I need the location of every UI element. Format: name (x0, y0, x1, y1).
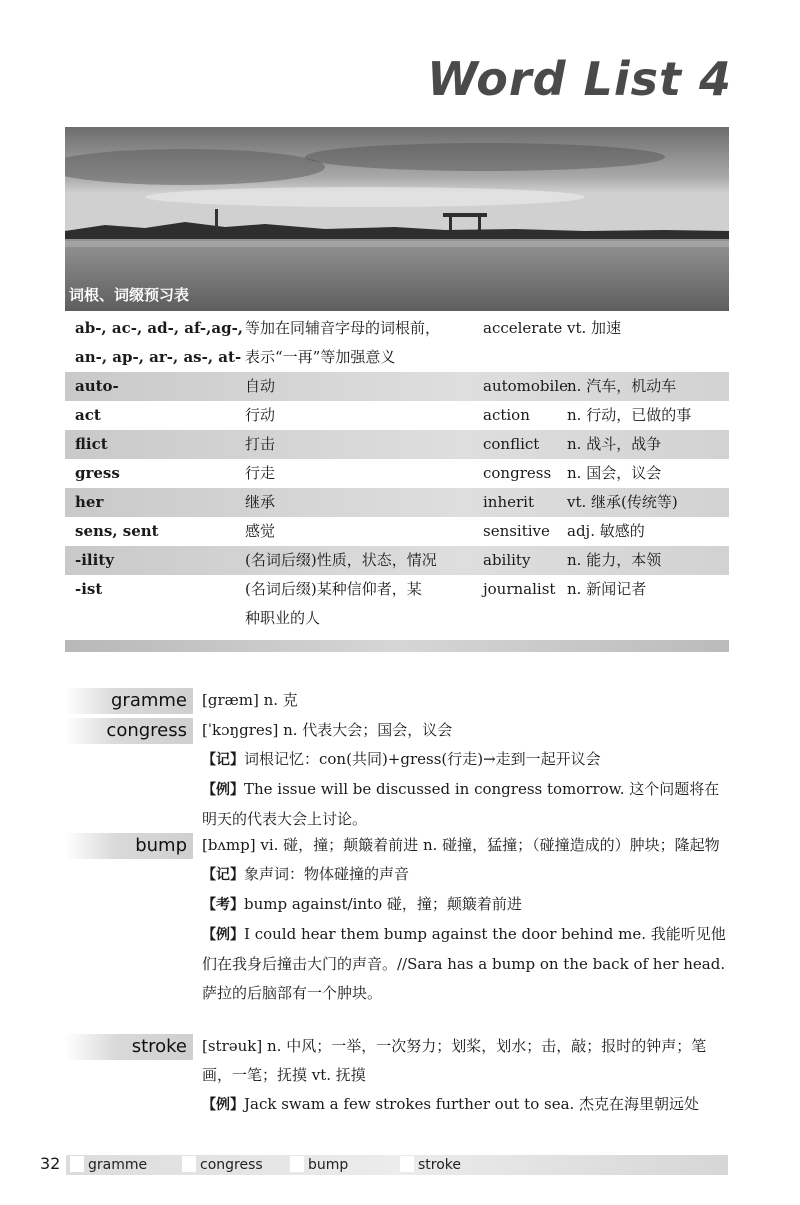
footer-word (182, 1156, 263, 1173)
memo-line (202, 745, 730, 775)
affix-meaning: 自动 (245, 377, 276, 395)
affix-translation: n. 战斗，战争 (567, 435, 662, 453)
affix-meaning: 打击 (245, 435, 276, 453)
affix-root: act (75, 406, 101, 424)
headword-gramme: gramme (65, 688, 193, 714)
affix-meaning: 行动 (245, 406, 276, 424)
affix-meaning: (名词后缀)性质，状态，情况 (245, 551, 437, 569)
memo-tag: 【记】 (202, 752, 244, 768)
affix-root: gress (75, 464, 120, 482)
affix-meaning: 表示“一再”等加强意义 (245, 348, 396, 366)
table-row (65, 604, 729, 633)
affix-translation: adj. 敏感的 (567, 522, 645, 540)
table-row (65, 401, 729, 430)
affix-meaning: 种职业的人 (245, 609, 321, 627)
affix-root: sens, sent (75, 522, 159, 540)
entry-stroke (202, 1032, 730, 1120)
table-row (65, 488, 729, 517)
memo-line (202, 860, 730, 890)
footer-bar (66, 1155, 728, 1175)
headword-congress: congress (65, 718, 193, 744)
example-line (202, 1090, 730, 1120)
exam-text: bump against/into 碰，撞；颠簸着前进 (244, 895, 522, 913)
affix-meaning: 等加在同辅音字母的词根前， (245, 319, 441, 337)
footer-word-label: stroke (418, 1157, 462, 1173)
checkbox-icon (290, 1156, 304, 1172)
example-text: I could hear them bump against the door behind me. 我能听见他们在我身后撞击大门的声音。//Sara has a bump on the back of her head. 萨拉的后脑部有一个肿块。 (202, 925, 726, 1002)
affix-example-word: sensitive (483, 522, 550, 540)
table-row (65, 430, 729, 459)
table-row (65, 459, 729, 488)
affix-root: flict (75, 435, 108, 453)
affix-example-word: ability (483, 551, 531, 569)
footer-word (70, 1156, 147, 1173)
entry-gramme (202, 686, 730, 715)
footer-word (290, 1156, 348, 1173)
table-bottom-bar (65, 640, 729, 652)
affix-translation: vt. 继承(传统等) (567, 493, 678, 511)
entry-congress (202, 716, 730, 834)
affix-root: ab-, ac-, ad-, af-,ag-, (75, 319, 244, 337)
headword-stroke: stroke (65, 1034, 193, 1060)
footer-word (400, 1156, 461, 1173)
affix-translation: vt. 加速 (567, 319, 622, 337)
table-row (65, 517, 729, 546)
example-text: Jack swam a few strokes further out to sea. 杰克在海里朝远处 (244, 1095, 700, 1113)
exam-tag: 【考】 (202, 897, 244, 913)
affix-example-word: inherit (483, 493, 534, 511)
headword-bump: bump (65, 833, 193, 859)
page-title: Word List 4 (427, 52, 732, 106)
affix-example-word: accelerate (483, 319, 563, 337)
footer-word-label: congress (200, 1157, 263, 1173)
affix-root: -ist (75, 580, 103, 598)
example-line (202, 775, 730, 834)
affix-translation: n. 汽车，机动车 (567, 377, 677, 395)
affix-meaning: 行走 (245, 464, 276, 482)
affix-example-word: action (483, 406, 530, 424)
affix-root: auto- (75, 377, 119, 395)
checkbox-icon (400, 1156, 414, 1172)
example-text: The issue will be discussed in congress tomorrow. 这个问题将在明天的代表大会上讨论。 (202, 780, 720, 828)
affix-translation: n. 新闻记者 (567, 580, 647, 598)
affix-meaning: (名词后缀)某种信仰者，某 (245, 580, 422, 598)
affix-root: -ility (75, 551, 114, 569)
definition: [bʌmp] vi. 碰，撞；颠簸着前进 n. 碰撞，猛撞；（碰撞造成的）肿块；隆起物 (202, 836, 720, 854)
footer-word-label: bump (308, 1157, 349, 1173)
exam-line (202, 890, 730, 920)
affix-translation: n. 能力，本领 (567, 551, 662, 569)
definition: [strəuk] n. 中风；一举，一次努力；划桨，划水；击，敲；报时的钟声；笔画，一笔；抚摸 vt. 抚摸 (202, 1037, 707, 1084)
table-row (65, 546, 729, 575)
affix-root: an-, ap-, ar-, as-, at- (75, 348, 242, 366)
example-tag: 【例】 (202, 927, 244, 943)
table-row (65, 314, 729, 343)
affix-table (65, 314, 729, 633)
affix-root: her (75, 493, 104, 511)
memo-text: 象声词：物体碰撞的声音 (244, 865, 410, 883)
affix-example-word: conflict (483, 435, 540, 453)
affix-translation: n. 行动，已做的事 (567, 406, 692, 424)
memo-text: 词根记忆：con(共同)+gress(行走)→走到一起开议会 (244, 750, 601, 768)
photo-caption: 词根、词缀预习表 (69, 286, 190, 304)
example-tag: 【例】 (202, 782, 244, 798)
affix-meaning: 继承 (245, 493, 276, 511)
memo-tag: 【记】 (202, 867, 244, 883)
affix-example-word: journalist (483, 580, 556, 598)
page-number: 32 (40, 1154, 61, 1173)
checkbox-icon (70, 1156, 84, 1172)
header-photo (65, 127, 729, 311)
example-tag: 【例】 (202, 1097, 244, 1113)
affix-example-word: congress (483, 464, 552, 482)
definition: [ˈkɔŋgres] n. 代表大会；国会，议会 (202, 721, 453, 739)
affix-example-word: automobile (483, 377, 568, 395)
affix-meaning: 感觉 (245, 522, 276, 540)
table-row (65, 343, 729, 372)
footer-word-label: gramme (88, 1157, 148, 1173)
example-line (202, 920, 730, 1008)
table-row (65, 575, 729, 604)
entry-bump (202, 831, 730, 1008)
checkbox-icon (182, 1156, 196, 1172)
affix-translation: n. 国会，议会 (567, 464, 662, 482)
table-row (65, 372, 729, 401)
definition: [græm] n. 克 (202, 691, 298, 709)
